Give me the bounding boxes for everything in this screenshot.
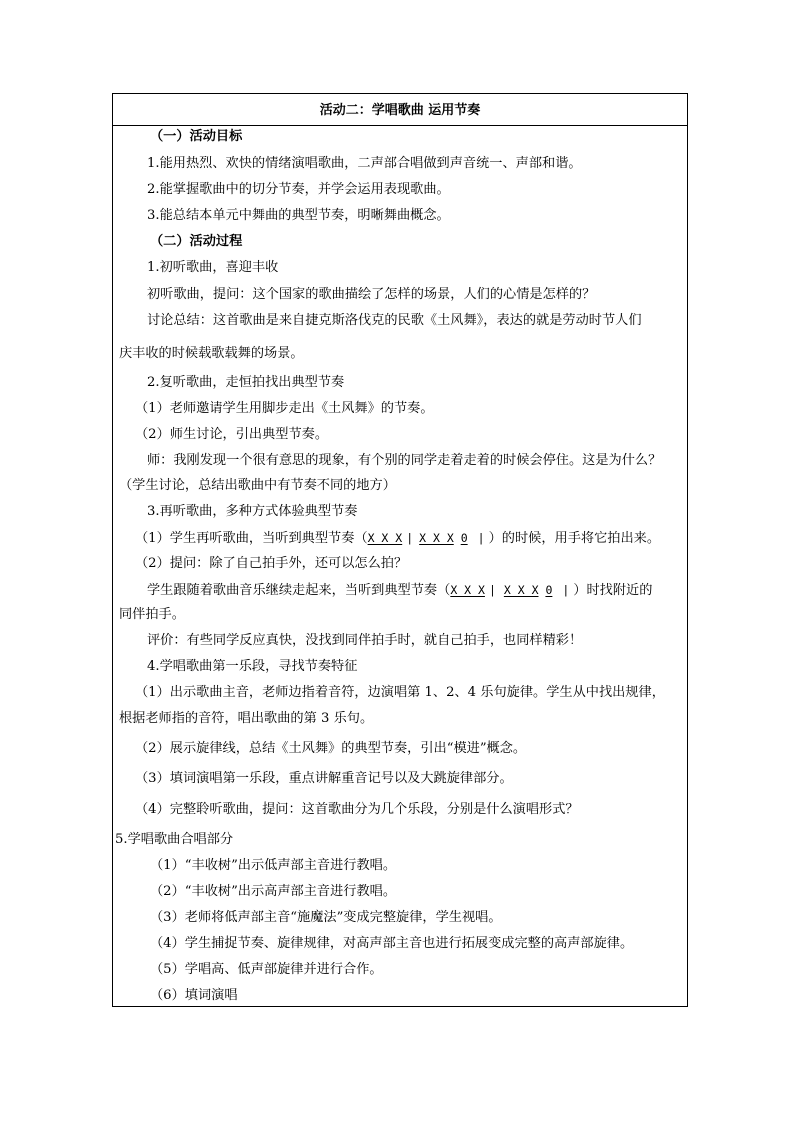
step-4-item-1-line2: 根据老师指的音符，唱出歌曲的第 3 乐句。 — [119, 711, 374, 726]
rhythm-pattern-repeat — [450, 583, 573, 597]
step-2-student-note: （学生讨论，总结出歌曲中有节奏不同的地方） — [119, 478, 396, 493]
step-5-item-5: （5）学唱高、低声部旋律并进行合作。 — [150, 962, 383, 977]
rhythm-barline-1: | — [488, 583, 496, 597]
rhythm-barline-2: | — [477, 531, 485, 545]
rhythm-rest: 0 — [460, 531, 468, 545]
step-4-title: 4.学唱歌曲第一乐段，寻找节奏特征 — [147, 659, 358, 674]
step-5-item-2: （2）“丰收树”出示高声部主音进行教唱。 — [150, 884, 397, 899]
rhythm-barline-2: | — [562, 583, 570, 597]
step-3-item-1-prefix: （1）学生再听歌曲，当听到典型节奏（ — [135, 531, 368, 546]
step-1-summary-line2: 庆丰收的时候载歌载舞的场景。 — [119, 346, 304, 361]
rhythm-group-1: X X X — [367, 531, 403, 545]
step-5-item-4: （4）学生捕捉节奏、旋律规律，对高声部主音也进行拓展变成完整的高声部旋律。 — [150, 936, 634, 951]
step-4-item-3: （3）填词演唱第一乐段，重点讲解重音记号以及大跳旋律部分。 — [135, 771, 513, 786]
step-1-summary-line1: 讨论总结：这首歌曲是来自捷克斯洛伐克的民歌《土风舞》，表达的就是劳动时节人们 — [147, 313, 642, 328]
rhythm-barline-1: | — [406, 531, 414, 545]
lesson-table — [112, 93, 688, 1007]
goal-2: 2.能掌握歌曲中的切分节奏，并学会运用表现歌曲。 — [147, 182, 450, 197]
rhythm-group-2: X X X — [503, 583, 539, 597]
process-heading: （二）活动过程 — [150, 234, 243, 249]
step-3-item-3-line2: 同伴拍手。 — [119, 607, 185, 622]
rhythm-group-1: X X X — [450, 583, 485, 597]
rhythm-rest: 0 — [545, 583, 553, 597]
step-5-item-3: （3）老师将低声部主音“施魔法”变成完整旋律，学生视唱。 — [150, 910, 502, 925]
step-4-item-1-line1: （1）出示歌曲主音，老师边指着音符，边演唱第 1、2、4 乐句旋律。学生从中找出规律， — [135, 685, 665, 700]
step-2-title: 2.复听歌曲，走恒拍找出典型节奏 — [147, 375, 345, 390]
activity-title: 活动二：学唱歌曲 运用节奏 — [113, 94, 687, 126]
goal-1: 1.能用热烈、欢快的情绪演唱歌曲，二声部合唱做到声音统一、声部和谐。 — [147, 156, 582, 171]
rhythm-pattern — [368, 531, 489, 545]
step-3-item-3-prefix: 学生跟随着歌曲音乐继续走起来，当听到典型节奏（ — [147, 583, 451, 598]
step-5-item-6: （6）填词演唱 — [150, 988, 238, 1003]
step-5-title: 5.学唱歌曲合唱部分 — [115, 832, 234, 847]
step-5-item-1: （1）“丰收树”出示低声部主音进行教唱。 — [150, 858, 397, 873]
step-2-teacher-line: 师：我刚发现一个很有意思的现象，有个别的同学走着走着的时候会停住。这是为什么？ — [147, 453, 662, 468]
step-1-title: 1.初听歌曲，喜迎丰收 — [147, 260, 279, 275]
rhythm-group-2: X X X — [419, 531, 454, 545]
step-3-item-3-suffix: ）时找附近的 — [573, 583, 653, 598]
step-2-item-1: （1）老师邀请学生用脚步走出《土风舞》的节奏。 — [135, 401, 434, 416]
step-3-item-1 — [135, 529, 660, 548]
step-4-item-4: （4）完整聆听歌曲，提问：这首歌曲分为几个乐段，分别是什么演唱形式？ — [135, 802, 579, 817]
step-2-item-2: （2）师生讨论，引出典型节奏。 — [135, 427, 329, 442]
step-3-title: 3.再听歌曲，多种方式体验典型节奏 — [147, 504, 358, 519]
step-3-evaluation: 评价：有些同学反应真快，没找到同伴拍手时，就自己拍手，也同样精彩！ — [147, 633, 583, 648]
step-3-item-2: （2）提问：除了自己拍手外，还可以怎么拍？ — [135, 556, 408, 571]
goal-3: 3.能总结本单元中舞曲的典型节奏，明晰舞曲概念。 — [147, 208, 450, 223]
goal-heading: （一）活动目标 — [150, 129, 243, 144]
step-3-item-3-line1 — [147, 581, 652, 600]
step-4-item-2: （2）展示旋律线，总结《土风舞》的典型节奏，引出“模进”概念。 — [135, 741, 527, 756]
step-1-question: 初听歌曲，提问：这个国家的歌曲描绘了怎样的场景，人们的心情是怎样的？ — [147, 287, 596, 302]
step-3-item-1-suffix: ）的时候，用手将它拍出来。 — [488, 531, 661, 546]
